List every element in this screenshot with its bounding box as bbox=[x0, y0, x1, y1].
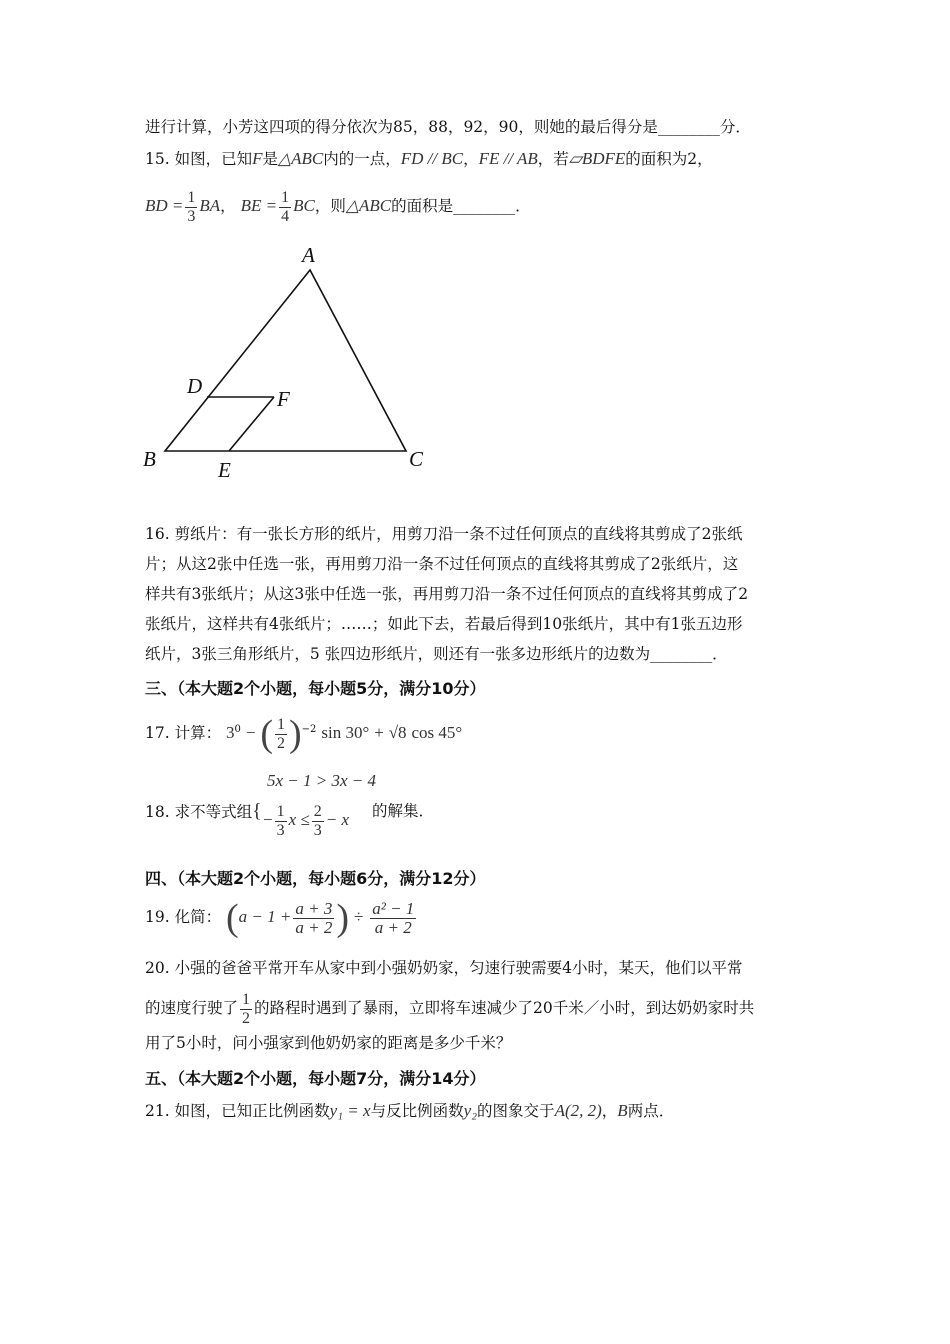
triangle-figure bbox=[130, 240, 440, 485]
fraction-a3-a2: $\frac{a + 3}{a + 2}$ bbox=[295, 898, 333, 937]
question-16-line-2: 片；从这2张中任选一张，再用剪刀沿一条不过任何顶点的直线将其剪成了2张纸片，这 bbox=[145, 555, 739, 573]
question-17: 17. 计算： $3^0$ − ( $\frac{1}{2}$ )$^{-2}$ sin 30° + √8 cos 45° bbox=[145, 713, 463, 756]
question-18-label: 18. 求不等式组{ bbox=[145, 800, 262, 822]
question-20-line-3: 用了5小时，问小强家到他奶奶家的距离是多少千米？ bbox=[145, 1034, 512, 1052]
fraction-two-thirds: $\frac{2}{3}$ bbox=[313, 802, 322, 839]
section-5-heading: 五、（本大题2个小题，每小题7分，满分14分） bbox=[145, 1069, 486, 1088]
fraction-one-half-20: $\frac{1}{2}$ bbox=[242, 990, 251, 1027]
question-16-line-1: 16. 剪纸片：有一张长方形的纸片，用剪刀沿一条不过任何顶点的直线将其剪成了2张纸 bbox=[145, 525, 743, 543]
text-line-1: 进行计算，小芳这四项的得分依次为85，88，92，90，则她的最后得分是________分． bbox=[145, 118, 751, 136]
question-16-line-3: 样共有3张纸片；从这3张中任选一张，再用剪刀沿一条不过任何顶点的直线将其剪成了2 bbox=[145, 585, 749, 603]
question-18-inequality-1: 5x − 1 > 3x − 4 bbox=[267, 771, 377, 790]
question-21: 21. 如图，已知正比例函数y₁ = x与反比例函数y₂的图象交于A(2, 2)，B两点． bbox=[145, 1101, 675, 1120]
segment-fe bbox=[229, 397, 274, 451]
question-20-line-1: 20. 小强的爸爸平常开车从家中到小强奶奶家，匀速行驶需要4小时，某天，他们以平常 bbox=[145, 959, 743, 977]
question-15-line-2: BD = $\frac{1}{3}$ BA， BE = $\frac{1}{4}$ BC，则△ABC的面积是________． bbox=[145, 188, 531, 225]
label-d: D bbox=[187, 374, 203, 398]
section-3-heading: 三、（本大题2个小题，每小题5分，满分10分） bbox=[145, 679, 486, 698]
question-19: 19. 化简： (a − 1 + $\frac{a + 3}{a + 2}$ ) ÷ $\frac{\text{a² − 1}}{a + 2}$ bbox=[145, 897, 415, 939]
triangle-abc bbox=[165, 270, 406, 451]
question-18-end: 的解集． bbox=[372, 802, 435, 820]
question-16-line-5: 纸片，3张三角形纸片，5 张四边形纸片，则还有一张多边形纸片的边数为________． bbox=[145, 645, 728, 663]
fraction-one-third: $\frac{1}{3}$ bbox=[187, 188, 196, 225]
label-c: C bbox=[409, 447, 424, 471]
label-b: B bbox=[143, 447, 156, 471]
question-16-line-4: 张纸片，这样共有4张纸片；……；如此下去，若最后得到10张纸片，其中有1张五边形 bbox=[145, 615, 743, 633]
question-18-inequality-2: − $\frac{1}{3}$ x ≤ $\frac{2}{3}$ − x bbox=[263, 802, 350, 839]
section-4-heading: 四、（本大题2个小题，每小题6分，满分12分） bbox=[145, 869, 486, 888]
label-a: A bbox=[302, 243, 315, 267]
question-15-line-1: 15. 如图，已知F是△ABC内的一点，FD // BC，FE // AB，若▱BDFE的面积为2， bbox=[145, 149, 713, 168]
fraction-one-half: $\frac{1}{2}$ bbox=[277, 715, 286, 752]
label-e: E bbox=[218, 458, 231, 482]
fraction-one-third-18: $\frac{1}{3}$ bbox=[276, 802, 285, 839]
fraction-a2m1-a2: $\frac{\text{a² − 1}}{a + 2}$ bbox=[372, 898, 415, 937]
question-20-line-2: 的速度行驶了 $\frac{1}{2}$ 的路程时遇到了暴雨，立即将车速减少了20千米／小时，到达奶奶家时共 bbox=[145, 990, 755, 1027]
label-f: F bbox=[277, 387, 290, 411]
fraction-one-fourth: $\frac{1}{4}$ bbox=[281, 188, 290, 225]
